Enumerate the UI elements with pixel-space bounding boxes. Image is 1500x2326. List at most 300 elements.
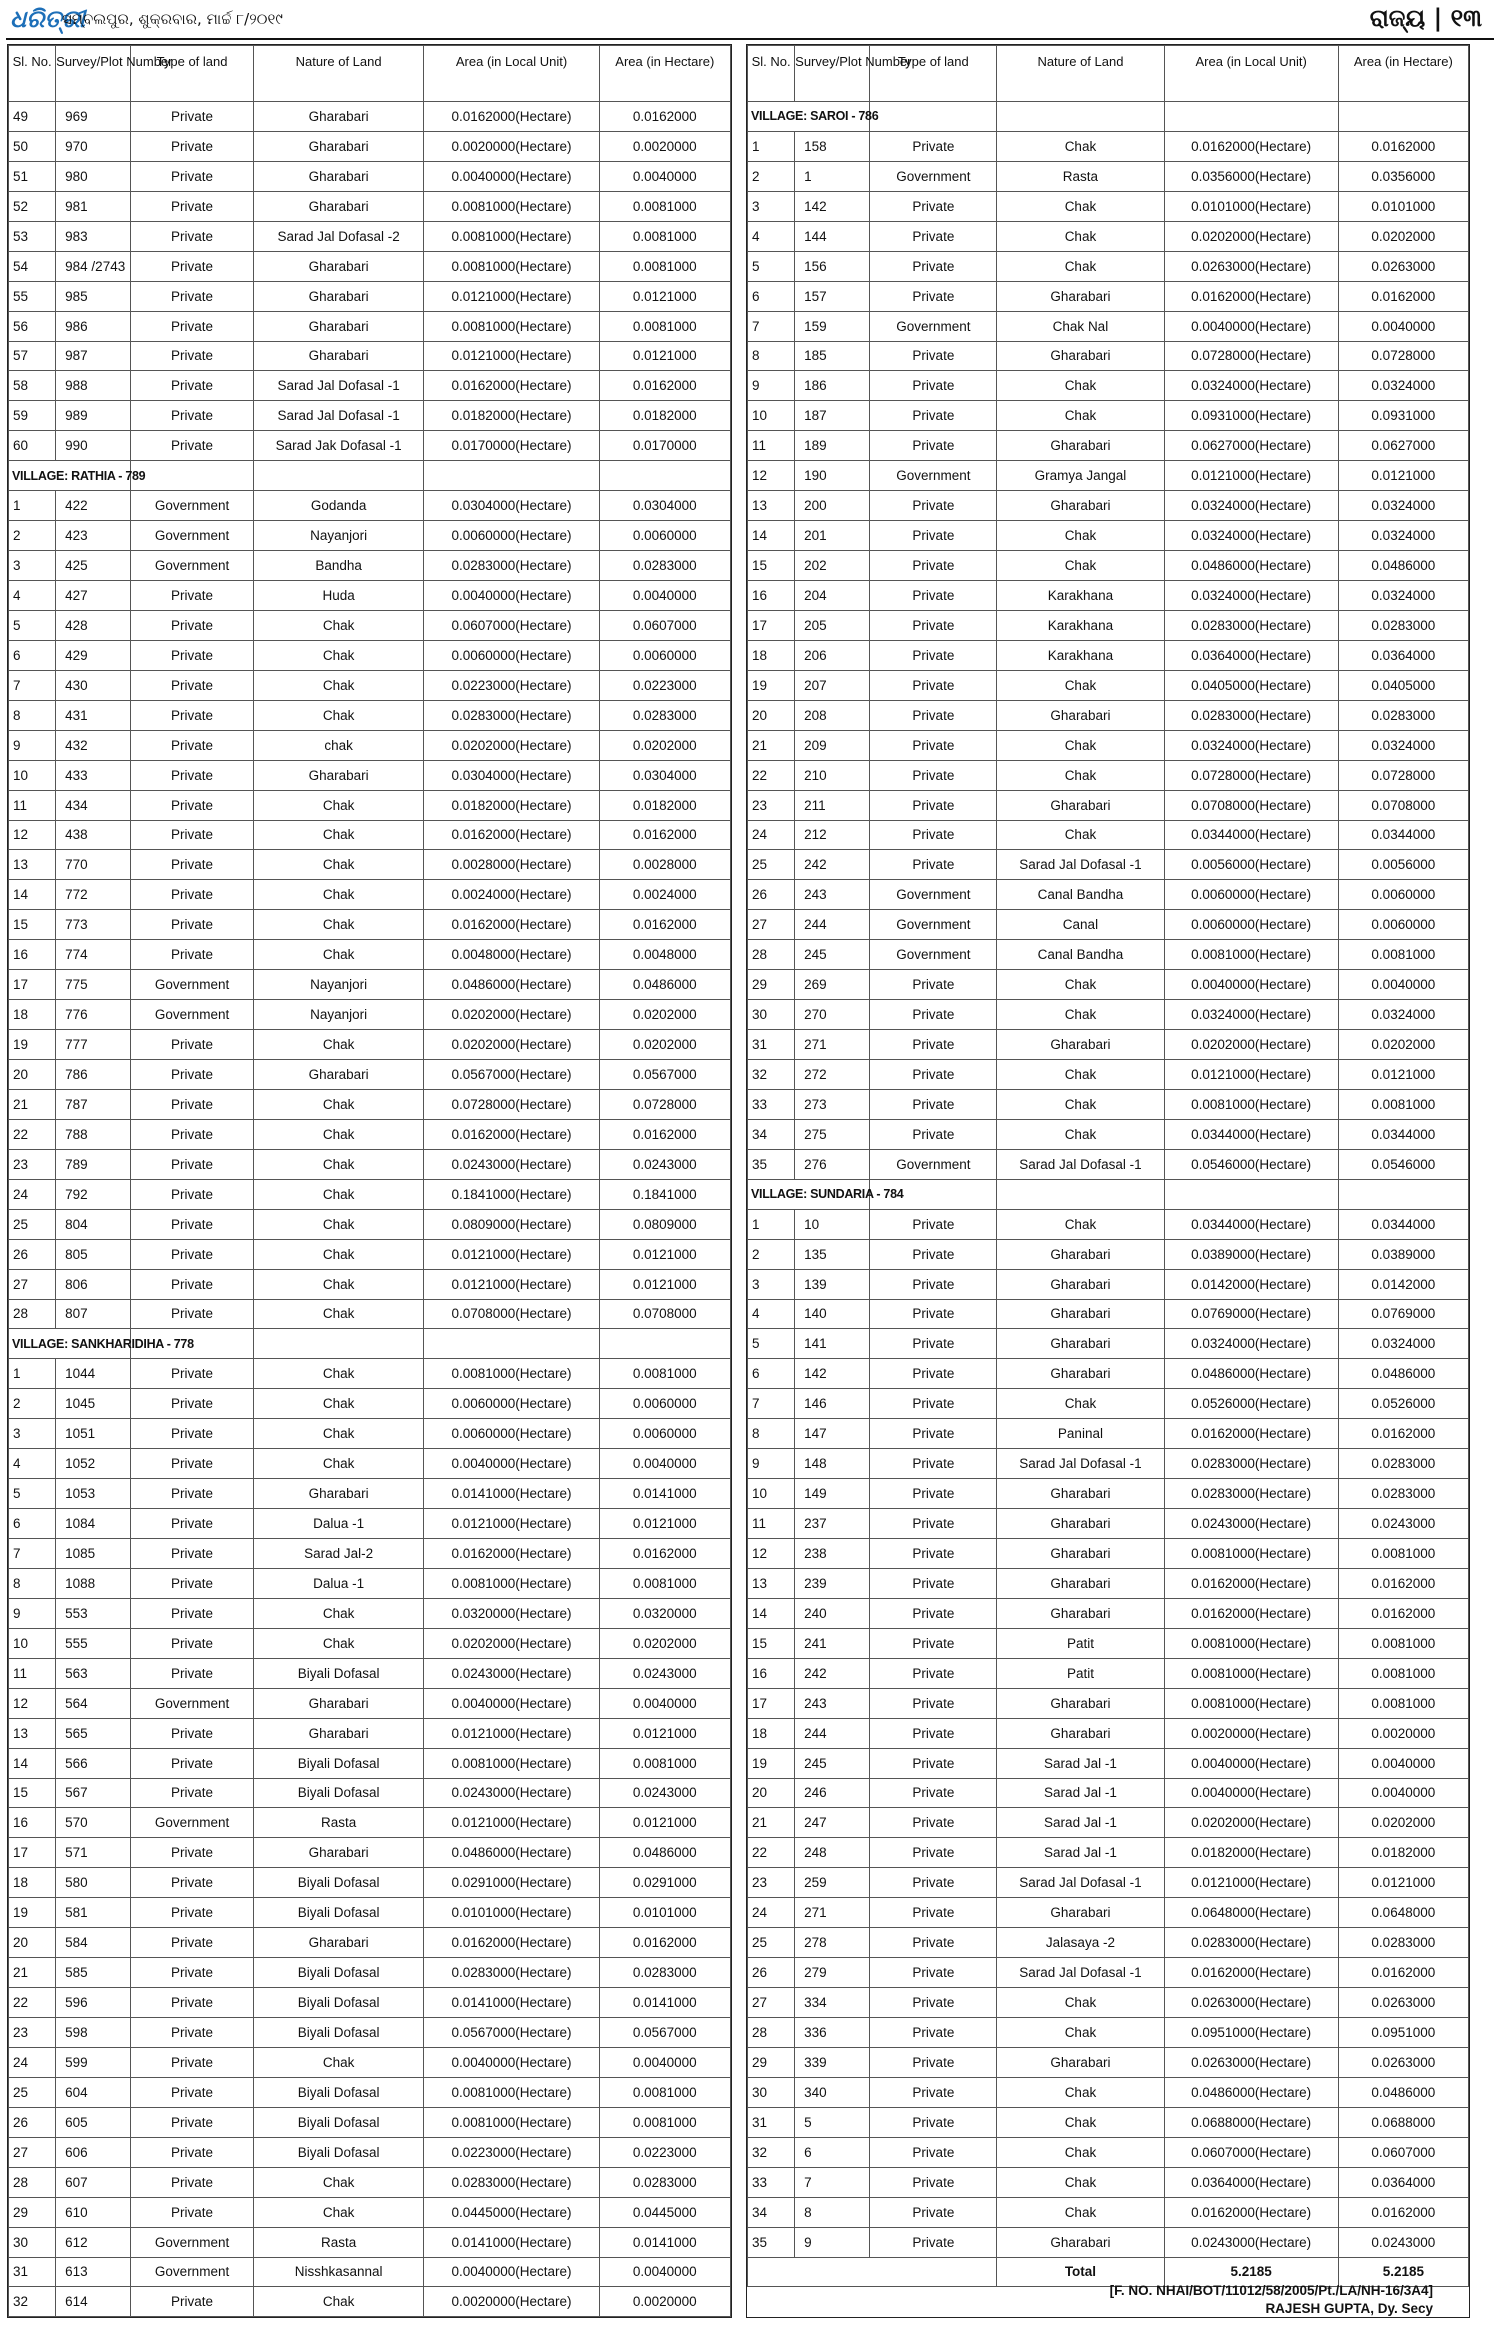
cell-survey-plot: 553	[56, 1598, 131, 1628]
cell-area-local: 0.0243000(Hectare)	[424, 1778, 599, 1808]
table-row	[9, 2047, 731, 2077]
table-row	[9, 610, 731, 640]
cell-type-of-land: Private	[131, 102, 253, 132]
cell-sl-no: 26	[9, 1239, 56, 1269]
cell-area-hectare: 0.0162000	[1338, 1568, 1468, 1598]
cell-survey-plot: 245	[795, 1748, 870, 1778]
cell-area-hectare: 0.0283000	[1338, 700, 1468, 730]
cell-area-local: 0.0202000(Hectare)	[424, 730, 599, 760]
table-row	[9, 431, 731, 461]
cell-type-of-land: Private	[131, 2018, 253, 2048]
signatory: RAJESH GUPTA, Dy. Secy	[1265, 2301, 1433, 2316]
cell-sl-no: 35	[748, 1149, 795, 1179]
village-name: VILLAGE: SAROI - 786	[748, 102, 870, 132]
cell-area-hectare: 0.0344000	[1338, 1209, 1468, 1239]
cell-area-local: 0.0263000(Hectare)	[1164, 2047, 1338, 2077]
cell-area-hectare: 0.0081000	[1338, 940, 1468, 970]
village-name: VILLAGE: SUNDARIA - 784	[748, 1179, 870, 1209]
cell-type-of-land: Private	[870, 1000, 997, 1030]
table-row	[748, 1928, 1469, 1958]
cell-survey-plot: 983	[56, 221, 131, 251]
cell-sl-no: 5	[9, 610, 56, 640]
cell-survey-plot: 200	[795, 491, 870, 521]
cell-sl-no: 49	[9, 102, 56, 132]
cell-sl-no: 11	[9, 790, 56, 820]
cell-nature-of-land: Gharabari	[253, 1688, 424, 1718]
cell-nature-of-land: Nayanjori	[253, 1000, 424, 1030]
cell-area-hectare: 0.0243000	[1338, 2227, 1468, 2257]
cell-area-local: 0.0121000(Hectare)	[1164, 1060, 1338, 1090]
cell-nature-of-land: Sarad Jal Dofasal -1	[997, 1868, 1164, 1898]
cell-sl-no: 13	[9, 850, 56, 880]
table-row	[748, 1239, 1469, 1269]
cell-nature-of-land: Nayanjori	[253, 521, 424, 551]
cell-nature-of-land: Jalasaya -2	[997, 1928, 1164, 1958]
table-row	[9, 970, 731, 1000]
table-row	[748, 401, 1469, 431]
cell-area-local: 0.0162000(Hectare)	[424, 371, 599, 401]
cell-nature-of-land: Chak	[253, 670, 424, 700]
cell-area-hectare: 0.0162000	[1338, 1598, 1468, 1628]
cell-sl-no: 31	[748, 1030, 795, 1060]
empty-cell	[131, 461, 253, 491]
cell-sl-no: 57	[9, 341, 56, 371]
cell-area-local: 0.0567000(Hectare)	[424, 1060, 599, 1090]
cell-nature-of-land: Chak	[997, 371, 1164, 401]
cell-area-hectare: 0.0121000	[599, 1718, 730, 1748]
cell-sl-no: 24	[9, 1179, 56, 1209]
cell-sl-no: 24	[748, 820, 795, 850]
cell-nature-of-land: Gharabari	[997, 281, 1164, 311]
cell-area-local: 0.0931000(Hectare)	[1164, 401, 1338, 431]
cell-type-of-land: Private	[870, 221, 997, 251]
cell-area-local: 0.0024000(Hectare)	[424, 880, 599, 910]
cell-area-hectare: 0.0567000	[599, 1060, 730, 1090]
cell-area-local: 0.0202000(Hectare)	[1164, 1808, 1338, 1838]
cell-survey-plot: 567	[56, 1778, 131, 1808]
cell-nature-of-land: Canal Bandha	[997, 880, 1164, 910]
cell-area-local: 0.0081000(Hectare)	[1164, 1688, 1338, 1718]
cell-sl-no: 58	[9, 371, 56, 401]
table-row	[748, 1539, 1469, 1569]
cell-sl-no: 7	[9, 670, 56, 700]
table-row	[748, 670, 1469, 700]
cell-area-hectare: 0.0162000	[1338, 1419, 1468, 1449]
empty-cell	[253, 1329, 424, 1359]
table-row	[748, 1359, 1469, 1389]
cell-area-hectare: 0.0324000	[1338, 521, 1468, 551]
table-row	[748, 581, 1469, 611]
village-header-row	[748, 102, 1469, 132]
cell-area-local: 0.0324000(Hectare)	[1164, 581, 1338, 611]
cell-type-of-land: Private	[131, 2077, 253, 2107]
cell-area-hectare: 0.0769000	[1338, 1299, 1468, 1329]
cell-type-of-land: Private	[870, 1089, 997, 1119]
cell-area-local: 0.0162000(Hectare)	[424, 820, 599, 850]
cell-type-of-land: Private	[870, 2227, 997, 2257]
table-row	[748, 1778, 1469, 1808]
cell-type-of-land: Private	[131, 1868, 253, 1898]
cell-area-local: 0.0324000(Hectare)	[1164, 730, 1338, 760]
table-row	[9, 670, 731, 700]
cell-survey-plot: 190	[795, 461, 870, 491]
empty-cell	[1338, 1179, 1468, 1209]
cell-nature-of-land: Chak	[253, 1299, 424, 1329]
cell-sl-no: 26	[748, 1958, 795, 1988]
cell-area-local: 0.0121000(Hectare)	[1164, 1868, 1338, 1898]
cell-nature-of-land: Chak	[997, 2107, 1164, 2137]
cell-survey-plot: 146	[795, 1389, 870, 1419]
cell-survey-plot: 144	[795, 221, 870, 251]
cell-nature-of-land: Sarad Jal Dofasal -1	[253, 371, 424, 401]
empty-cell	[599, 461, 730, 491]
cell-type-of-land: Private	[131, 1958, 253, 1988]
cell-area-hectare: 0.0486000	[1338, 2077, 1468, 2107]
cell-area-hectare: 0.0028000	[599, 850, 730, 880]
table-row	[9, 760, 731, 790]
cell-nature-of-land: Chak	[997, 2018, 1164, 2048]
cell-area-hectare: 0.0320000	[599, 1598, 730, 1628]
cell-area-hectare: 0.0081000	[1338, 1539, 1468, 1569]
cell-nature-of-land: Chak	[997, 1119, 1164, 1149]
cell-area-hectare: 0.0364000	[1338, 2167, 1468, 2197]
table-row	[9, 1748, 731, 1778]
cell-nature-of-land: Gharabari	[253, 1718, 424, 1748]
table-row	[748, 1329, 1469, 1359]
cell-nature-of-land: Karakhana	[997, 610, 1164, 640]
cell-area-hectare: 0.0040000	[599, 2047, 730, 2077]
table-row	[9, 551, 731, 581]
cell-sl-no: 35	[748, 2227, 795, 2257]
cell-survey-plot: 278	[795, 1928, 870, 1958]
cell-area-hectare: 0.0162000	[1338, 2197, 1468, 2227]
table-row	[748, 221, 1469, 251]
cell-nature-of-land: Nayanjori	[253, 970, 424, 1000]
notice-footer	[1110, 2282, 1433, 2318]
cell-area-local: 0.0728000(Hectare)	[1164, 341, 1338, 371]
cell-area-hectare: 0.0048000	[599, 940, 730, 970]
cell-area-local: 0.0081000(Hectare)	[1164, 1539, 1338, 1569]
cell-survey-plot: 1053	[56, 1479, 131, 1509]
cell-nature-of-land: Gharabari	[253, 161, 424, 191]
table-row	[9, 1628, 731, 1658]
cell-survey-plot: 187	[795, 401, 870, 431]
cell-area-local: 0.0243000(Hectare)	[1164, 2227, 1338, 2257]
cell-sl-no: 25	[9, 1209, 56, 1239]
cell-type-of-land: Private	[131, 221, 253, 251]
table-row	[748, 1419, 1469, 1449]
cell-area-local: 0.0081000(Hectare)	[1164, 1658, 1338, 1688]
masthead-rule	[6, 38, 1494, 40]
table-row	[748, 311, 1469, 341]
cell-area-hectare: 0.0283000	[599, 700, 730, 730]
cell-sl-no: 18	[9, 1868, 56, 1898]
cell-area-hectare: 0.0324000	[1338, 581, 1468, 611]
cell-area-hectare: 0.0283000	[1338, 1928, 1468, 1958]
cell-area-local: 0.0202000(Hectare)	[424, 1628, 599, 1658]
cell-sl-no: 27	[748, 1988, 795, 2018]
cell-sl-no: 18	[748, 640, 795, 670]
cell-area-hectare: 0.0202000	[599, 730, 730, 760]
cell-survey-plot: 243	[795, 880, 870, 910]
table-row	[748, 341, 1469, 371]
cell-area-hectare: 0.0162000	[1338, 1958, 1468, 1988]
cell-type-of-land: Private	[131, 581, 253, 611]
cell-nature-of-land: Chak	[997, 131, 1164, 161]
table-row	[9, 221, 731, 251]
cell-area-local: 0.0769000(Hectare)	[1164, 1299, 1338, 1329]
cell-area-hectare: 0.0283000	[1338, 610, 1468, 640]
cell-type-of-land: Government	[131, 551, 253, 581]
cell-type-of-land: Private	[870, 1359, 997, 1389]
cell-type-of-land: Private	[870, 700, 997, 730]
table-row	[9, 371, 731, 401]
cell-sl-no: 2	[748, 1239, 795, 1269]
cell-survey-plot: 431	[56, 700, 131, 730]
cell-nature-of-land: Biyali Dofasal	[253, 1778, 424, 1808]
cell-nature-of-land: Karakhana	[997, 581, 1164, 611]
cell-type-of-land: Private	[870, 1239, 997, 1269]
table-row	[9, 311, 731, 341]
cell-area-local: 0.0081000(Hectare)	[424, 1568, 599, 1598]
header-nature-of-land: Nature of Land	[253, 46, 424, 102]
cell-nature-of-land: Chak	[253, 610, 424, 640]
cell-type-of-land: Private	[870, 610, 997, 640]
cell-type-of-land: Private	[131, 401, 253, 431]
table-row	[9, 1119, 731, 1149]
cell-area-hectare: 0.0243000	[599, 1149, 730, 1179]
cell-type-of-land: Private	[131, 1838, 253, 1868]
cell-area-hectare: 0.0648000	[1338, 1898, 1468, 1928]
cell-type-of-land: Private	[870, 1958, 997, 1988]
cell-nature-of-land: Chak	[253, 1449, 424, 1479]
empty-cell	[253, 461, 424, 491]
cell-nature-of-land: Biyali Dofasal	[253, 1748, 424, 1778]
cell-nature-of-land: Huda	[253, 581, 424, 611]
cell-area-hectare: 0.0040000	[599, 2257, 730, 2287]
cell-sl-no: 30	[748, 2077, 795, 2107]
cell-survey-plot: 806	[56, 1269, 131, 1299]
cell-sl-no: 21	[9, 1958, 56, 1988]
cell-survey-plot: 9	[795, 2227, 870, 2257]
cell-area-hectare: 0.0202000	[599, 1000, 730, 1030]
cell-type-of-land: Private	[131, 850, 253, 880]
cell-type-of-land: Private	[870, 191, 997, 221]
cell-nature-of-land: Gharabari	[997, 491, 1164, 521]
cell-sl-no: 1	[748, 1209, 795, 1239]
cell-sl-no: 17	[748, 610, 795, 640]
cell-sl-no: 25	[748, 1928, 795, 1958]
cell-nature-of-land: Chak	[997, 521, 1164, 551]
cell-sl-no: 50	[9, 131, 56, 161]
cell-area-local: 0.0060000(Hectare)	[1164, 880, 1338, 910]
village-name: VILLAGE: RATHIA - 789	[9, 461, 131, 491]
cell-type-of-land: Private	[870, 850, 997, 880]
cell-area-local: 0.0081000(Hectare)	[424, 221, 599, 251]
cell-area-local: 0.0728000(Hectare)	[424, 1089, 599, 1119]
cell-sl-no: 7	[748, 1389, 795, 1419]
table-row	[9, 730, 731, 760]
cell-type-of-land: Private	[870, 2197, 997, 2227]
cell-area-local: 0.0607000(Hectare)	[1164, 2137, 1338, 2167]
cell-nature-of-land: Dalua -1	[253, 1568, 424, 1598]
cell-area-local: 0.0364000(Hectare)	[1164, 2167, 1338, 2197]
cell-area-hectare: 0.0283000	[599, 2167, 730, 2197]
cell-nature-of-land: Gharabari	[997, 2227, 1164, 2257]
cell-nature-of-land: Chak	[253, 1598, 424, 1628]
cell-area-local: 0.0040000(Hectare)	[1164, 970, 1338, 1000]
table-row	[748, 1988, 1469, 2018]
table-row	[9, 700, 731, 730]
cell-area-hectare: 0.0486000	[1338, 1359, 1468, 1389]
table-row	[9, 491, 731, 521]
cell-nature-of-land: Biyali Dofasal	[253, 1898, 424, 1928]
cell-nature-of-land: Gramya Jangal	[997, 461, 1164, 491]
cell-area-hectare: 0.0162000	[599, 1539, 730, 1569]
cell-survey-plot: 1084	[56, 1509, 131, 1539]
table-row	[748, 1838, 1469, 1868]
cell-type-of-land: Private	[131, 1778, 253, 1808]
cell-nature-of-land: Biyali Dofasal	[253, 2107, 424, 2137]
cell-survey-plot: 422	[56, 491, 131, 521]
cell-sl-no: 12	[748, 461, 795, 491]
table-row	[748, 131, 1469, 161]
header-survey-plot: Survey/Plot Number	[56, 46, 131, 102]
cell-nature-of-land: Rasta	[253, 2227, 424, 2257]
cell-survey-plot: 777	[56, 1030, 131, 1060]
cell-nature-of-land: Gharabari	[997, 1539, 1164, 1569]
cell-sl-no: 27	[748, 910, 795, 940]
table-header-row	[9, 46, 731, 102]
cell-area-local: 0.0486000(Hectare)	[424, 1838, 599, 1868]
village-header-row	[9, 461, 731, 491]
cell-area-local: 0.0081000(Hectare)	[424, 1748, 599, 1778]
cell-area-local: 0.0121000(Hectare)	[424, 341, 599, 371]
cell-sl-no: 15	[748, 551, 795, 581]
cell-nature-of-land: Chak	[997, 2197, 1164, 2227]
cell-area-local: 0.0283000(Hectare)	[1164, 1928, 1338, 1958]
cell-area-local: 0.0162000(Hectare)	[424, 1539, 599, 1569]
cell-area-local: 0.0344000(Hectare)	[1164, 1209, 1338, 1239]
header-area-local: Area (in Local Unit)	[424, 46, 599, 102]
cell-sl-no: 21	[748, 1808, 795, 1838]
table-row	[9, 251, 731, 281]
cell-survey-plot: 241	[795, 1628, 870, 1658]
cell-type-of-land: Private	[131, 2167, 253, 2197]
cell-sl-no: 17	[9, 1838, 56, 1868]
cell-survey-plot: 340	[795, 2077, 870, 2107]
cell-area-local: 0.0182000(Hectare)	[424, 790, 599, 820]
cell-type-of-land: Private	[870, 730, 997, 760]
cell-sl-no: 33	[748, 2167, 795, 2197]
cell-area-local: 0.0162000(Hectare)	[1164, 1419, 1338, 1449]
cell-area-hectare: 0.0223000	[599, 2137, 730, 2167]
cell-type-of-land: Private	[131, 1898, 253, 1928]
cell-survey-plot: 7	[795, 2167, 870, 2197]
cell-survey-plot: 336	[795, 2018, 870, 2048]
cell-sl-no: 29	[748, 970, 795, 1000]
cell-area-hectare: 0.0170000	[599, 431, 730, 461]
cell-survey-plot: 149	[795, 1479, 870, 1509]
cell-survey-plot: 434	[56, 790, 131, 820]
table-row	[748, 281, 1469, 311]
cell-area-hectare: 0.0162000	[599, 820, 730, 850]
cell-survey-plot: 240	[795, 1598, 870, 1628]
cell-nature-of-land: Gharabari	[997, 1688, 1164, 1718]
cell-type-of-land: Private	[131, 820, 253, 850]
cell-type-of-land: Private	[131, 1269, 253, 1299]
cell-sl-no: 20	[9, 1060, 56, 1090]
cell-type-of-land: Private	[131, 1060, 253, 1090]
table-row	[748, 970, 1469, 1000]
cell-sl-no: 3	[748, 191, 795, 221]
cell-nature-of-land: Gharabari	[997, 1509, 1164, 1539]
cell-sl-no: 24	[9, 2047, 56, 2077]
cell-sl-no: 26	[9, 2107, 56, 2137]
cell-type-of-land: Private	[870, 1269, 997, 1299]
cell-sl-no: 6	[748, 1359, 795, 1389]
cell-sl-no: 8	[748, 341, 795, 371]
table-row	[748, 2197, 1469, 2227]
cell-sl-no: 3	[9, 551, 56, 581]
cell-area-hectare: 0.0263000	[1338, 251, 1468, 281]
cell-area-hectare: 0.0024000	[599, 880, 730, 910]
cell-sl-no: 11	[748, 431, 795, 461]
cell-type-of-land: Government	[131, 1000, 253, 1030]
cell-survey-plot: 775	[56, 970, 131, 1000]
cell-area-hectare: 0.0121000	[599, 341, 730, 371]
cell-nature-of-land: Chak	[997, 730, 1164, 760]
cell-nature-of-land: Chak	[253, 1269, 424, 1299]
cell-survey-plot: 607	[56, 2167, 131, 2197]
table-row	[748, 431, 1469, 461]
cell-type-of-land: Government	[870, 161, 997, 191]
cell-type-of-land: Private	[870, 760, 997, 790]
table-row	[748, 1000, 1469, 1030]
cell-area-hectare: 0.0263000	[1338, 1988, 1468, 2018]
cell-type-of-land: Government	[131, 2227, 253, 2257]
cell-type-of-land: Private	[131, 1149, 253, 1179]
cell-nature-of-land: Chak	[997, 970, 1164, 1000]
cell-type-of-land: Private	[870, 491, 997, 521]
cell-area-local: 0.0708000(Hectare)	[1164, 790, 1338, 820]
cell-type-of-land: Private	[131, 341, 253, 371]
table-row	[9, 281, 731, 311]
cell-survey-plot: 772	[56, 880, 131, 910]
cell-type-of-land: Private	[131, 1509, 253, 1539]
cell-area-local: 0.0141000(Hectare)	[424, 1988, 599, 2018]
table-row	[9, 820, 731, 850]
cell-survey-plot: 584	[56, 1928, 131, 1958]
cell-survey-plot: 157	[795, 281, 870, 311]
cell-survey-plot: 610	[56, 2197, 131, 2227]
cell-sl-no: 16	[748, 1658, 795, 1688]
cell-area-hectare: 0.0607000	[1338, 2137, 1468, 2167]
table-row	[9, 1598, 731, 1628]
masthead	[0, 0, 1500, 36]
cell-type-of-land: Private	[131, 610, 253, 640]
cell-type-of-land: Private	[131, 1449, 253, 1479]
cell-area-hectare: 0.0162000	[599, 1928, 730, 1958]
cell-survey-plot: 159	[795, 311, 870, 341]
cell-nature-of-land: Chak	[253, 1239, 424, 1269]
cell-type-of-land: Private	[870, 1060, 997, 1090]
table-row	[748, 1389, 1469, 1419]
cell-area-hectare: 0.0182000	[599, 401, 730, 431]
cell-type-of-land: Private	[131, 730, 253, 760]
cell-area-hectare: 0.0202000	[599, 1030, 730, 1060]
cell-sl-no: 10	[748, 1479, 795, 1509]
